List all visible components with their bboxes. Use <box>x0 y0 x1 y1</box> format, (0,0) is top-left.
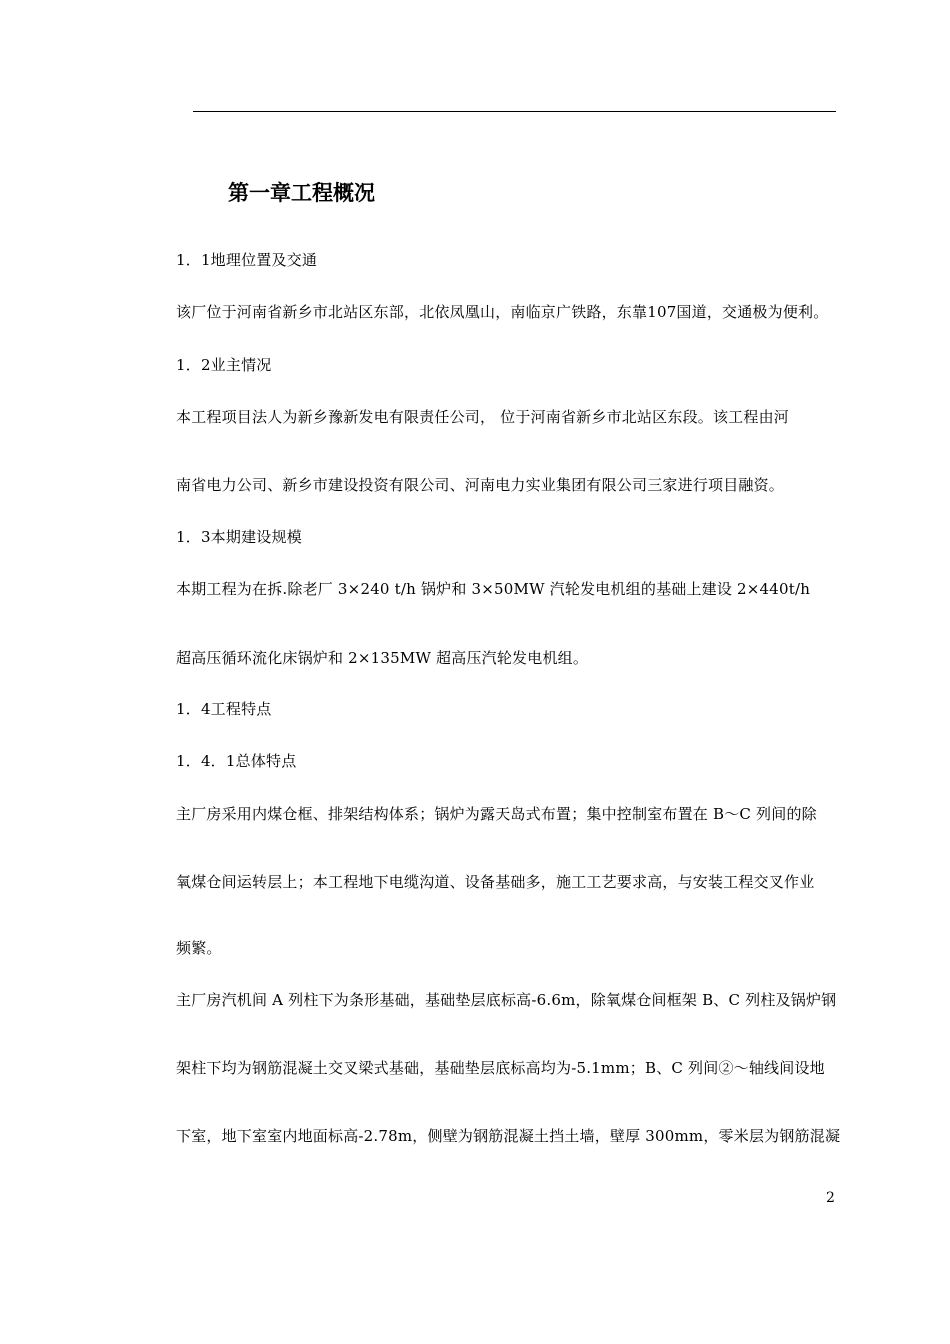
paragraph-line: 主厂房采用内煤仓框、排架结构体系；锅炉为露天岛式布置；集中控制室布置在 B～C 列间的除 <box>176 805 817 823</box>
section-heading-1-2: 1．2业主情况 <box>176 356 272 374</box>
section-heading-1-4: 1．4工程特点 <box>176 700 272 718</box>
paragraph-line: 超高压循环流化床锅炉和 2×135MW 超高压汽轮发电机组。 <box>176 649 589 667</box>
paragraph-line: 南省电力公司、新乡市建设投资有限公司、河南电力实业集团有限公司三家进行项目融资。 <box>176 476 785 494</box>
paragraph-line: 该厂位于河南省新乡市北站区东部，北依凤凰山，南临京广铁路，东靠107国道，交通极为便利。 <box>176 303 829 321</box>
paragraph-line: 频繁。 <box>176 939 222 957</box>
paragraph-line: 氧煤仓间运转层上；本工程地下电缆沟道、设备基础多，施工工艺要求高，与安装工程交叉作业 <box>176 873 815 891</box>
paragraph-line: 本期工程为在拆.除老厂 3×240 t/h 锅炉和 3×50MW 汽轮发电机组的基础上建设 2×440t/h <box>176 580 811 598</box>
section-heading-1-4-1: 1．4．1总体特点 <box>176 752 297 770</box>
paragraph-line: 架柱下均为钢筋混凝土交叉梁式基础，基础垫层底标高均为-5.1mm；B、C 列间②～轴线间设地 <box>176 1059 825 1077</box>
paragraph-line: 主厂房汽机间 A 列柱下为条形基础，基础垫层底标高-6.6m，除氧煤仓间框架 B、C 列柱及锅炉钢 <box>176 991 837 1009</box>
header-rule <box>193 111 836 112</box>
paragraph-line: 本工程项目法人为新乡豫新发电有限责任公司， 位于河南省新乡市北站区东段。该工程由河 <box>176 408 789 426</box>
paragraph-line: 下室，地下室室内地面标高-2.78m，侧壁为钢筋混凝土挡土墙，壁厚 300mm，零米层为钢筋混凝 <box>176 1127 841 1145</box>
section-heading-1-3: 1．3本期建设规模 <box>176 528 302 546</box>
chapter-title: 第一章工程概况 <box>228 181 375 205</box>
section-heading-1-1: 1．1地理位置及交通 <box>176 251 318 269</box>
page-number: 2 <box>826 1190 835 1206</box>
